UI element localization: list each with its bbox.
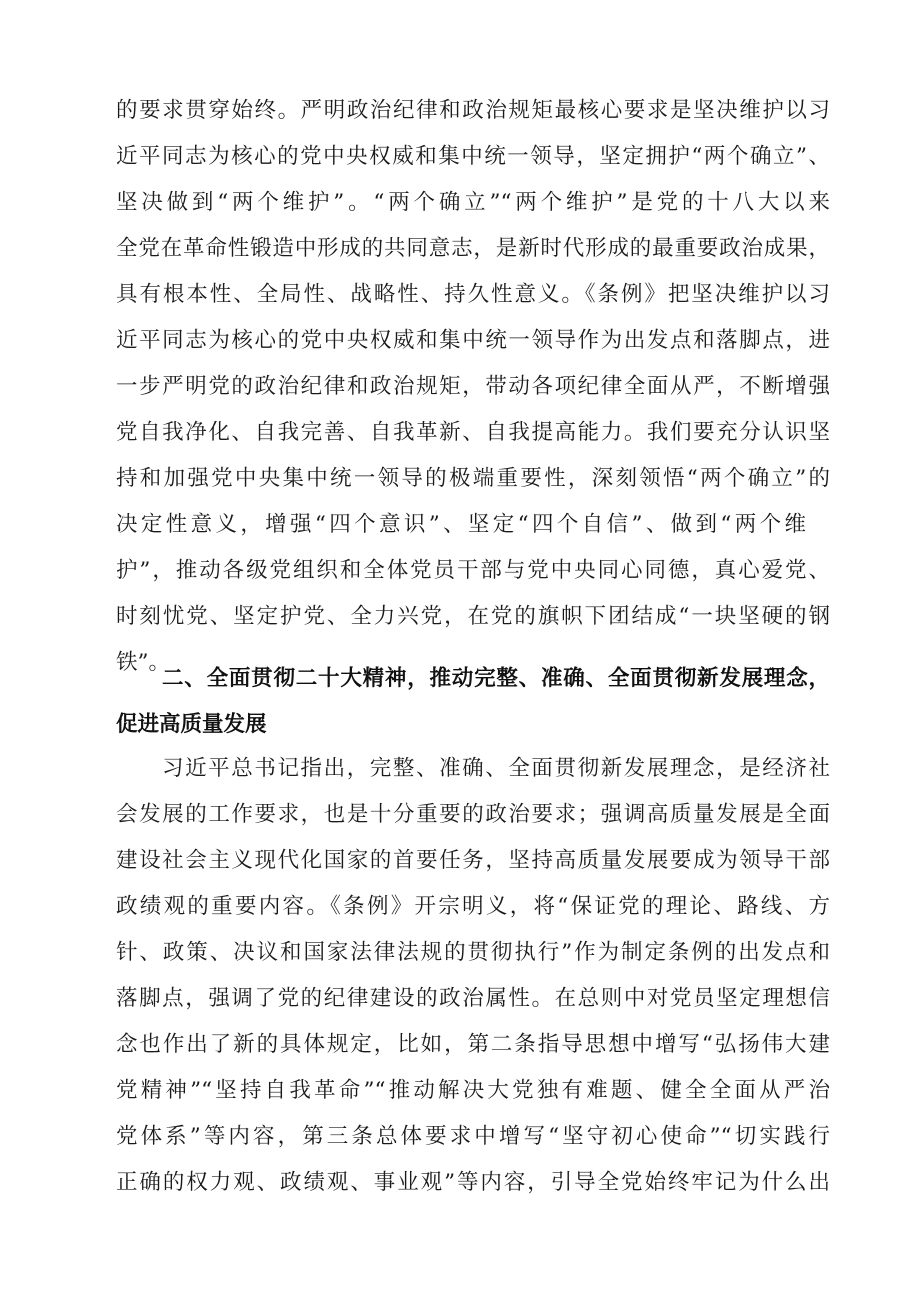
paragraph-line: 党体系”等内容，第三条总体要求中增写“坚守初心使命”“切实践行	[116, 1124, 830, 1149]
paragraph-line: 铁”。	[116, 650, 170, 675]
heading-line: 二、全面贯彻二十大精神，推动完整、准确、全面贯彻新发展理念，	[162, 666, 830, 691]
paragraph-line: 决定性意义，增强“四个意识”、坚定“四个自信”、做到“两个维	[116, 512, 806, 537]
paragraph-line: 会发展的工作要求，也是十分重要的政治要求；强调高质量发展是全面	[116, 802, 830, 827]
paragraph-line: 落脚点，强调了党的纪律建设的政治属性。在总则中对党员坚定理想信	[116, 986, 830, 1011]
heading-line: 促进高质量发展	[116, 712, 267, 737]
paragraph-line: 护”，推动各级党组织和全体党员干部与党中央同心同德，真心爱党、	[116, 558, 830, 583]
paragraph-line: 的要求贯穿始终。严明政治纪律和政治规矩最核心要求是坚决维护以习	[116, 98, 830, 123]
paragraph-line: 党精神”“坚持自我革命”“推动解决大党独有难题、健全全面从严治	[116, 1078, 830, 1103]
paragraph-line: 持和加强党中央集中统一领导的极端重要性，深刻领悟“两个确立”的	[116, 466, 830, 491]
paragraph-new-development	[116, 746, 830, 1206]
section-heading	[116, 656, 830, 748]
paragraph-line: 全党在革命性锻造中形成的共同意志，是新时代形成的最重要政治成果，	[116, 236, 830, 261]
paragraph-line: 近平同志为核心的党中央权威和集中统一领导，坚定拥护“两个确立”、	[116, 144, 830, 169]
paragraph-line: 一步严明党的政治纪律和政治规矩，带动各项纪律全面从严，不断增强	[116, 374, 830, 399]
paragraph-line: 具有根本性、全局性、战略性、持久性意义。《条例》把坚决维护以习	[116, 282, 830, 307]
paragraph-line: 党自我净化、自我完善、自我革新、自我提高能力。我们要充分认识坚	[116, 420, 830, 445]
paragraph-line: 坚决做到“两个维护”。“两个确立”“两个维护”是党的十八大以来	[116, 190, 830, 215]
paragraph-line: 念也作出了新的具体规定，比如，第二条指导思想中增写“弘扬伟大建	[116, 1032, 830, 1057]
paragraph-line: 正确的权力观、政绩观、事业观”等内容，引导全党始终牢记为什么出	[116, 1170, 830, 1195]
paragraph-political-discipline	[116, 88, 830, 686]
paragraph-line: 时刻忧党、坚定护党、全力兴党，在党的旗帜下团结成“一块坚硬的钢	[116, 604, 830, 629]
paragraph-line: 近平同志为核心的党中央权威和集中统一领导作为出发点和落脚点，进	[116, 328, 830, 353]
paragraph-line: 习近平总书记指出，完整、准确、全面贯彻新发展理念，是经济社	[162, 756, 830, 781]
paragraph-line: 政绩观的重要内容。《条例》开宗明义，将“保证党的理论、路线、方	[116, 894, 830, 919]
paragraph-line: 建设社会主义现代化国家的首要任务，坚持高质量发展要成为领导干部	[116, 848, 830, 873]
paragraph-line: 针、政策、决议和国家法律法规的贯彻执行”作为制定条例的出发点和	[116, 940, 830, 965]
